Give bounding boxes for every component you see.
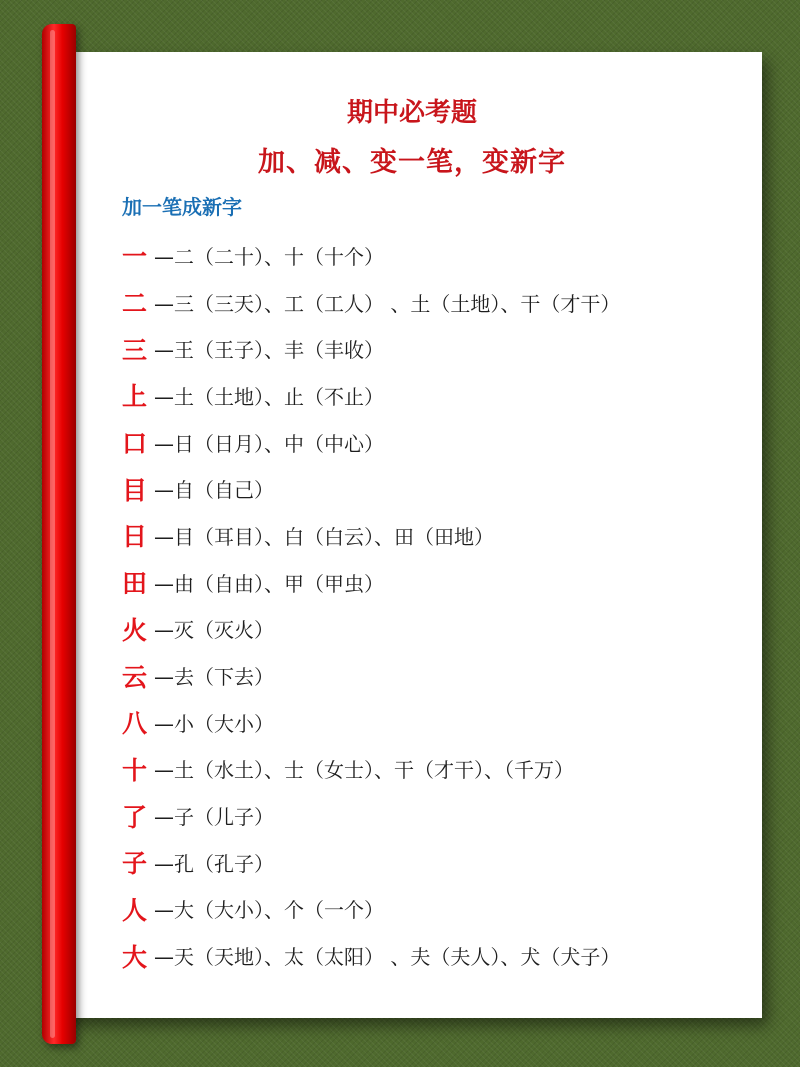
new-characters: —去（下去） [154, 665, 274, 690]
new-characters: —子（儿子） [154, 805, 274, 830]
list-item [122, 792, 742, 839]
base-character: 口 [122, 429, 148, 459]
base-character: 火 [122, 615, 148, 645]
new-characters: —王（王子）、丰（丰收） [154, 338, 384, 363]
base-character: 子 [122, 849, 148, 879]
list-item [122, 512, 742, 559]
list-item [122, 279, 742, 326]
new-characters: —目（耳目）、白（白云）、田（田地） [154, 524, 494, 549]
new-characters: —自（自己） [154, 478, 274, 503]
base-character: 云 [122, 662, 148, 692]
list-item [122, 932, 742, 979]
new-characters: —三（三天）、工（工人） 、土（土地）、干（才干） [154, 291, 621, 316]
new-characters: —土（水土）、士（女士）、干（才干）、（千万） [154, 758, 574, 783]
list-item [122, 652, 742, 699]
new-characters: —天（天地）、太（太阳） 、夫（夫人）、犬（犬子） [154, 945, 621, 970]
list-item [122, 886, 742, 933]
base-character: 二 [122, 289, 148, 319]
base-character: 一 [122, 242, 148, 272]
list-item [122, 746, 742, 793]
base-character: 了 [122, 802, 148, 832]
base-character: 十 [122, 755, 148, 785]
list-item [122, 606, 742, 653]
new-characters: —日（日月）、中（中心） [154, 431, 384, 456]
base-character: 上 [122, 382, 148, 412]
page-title: 期中必考题 [346, 98, 477, 128]
list-item [122, 372, 742, 419]
list-item [122, 419, 742, 466]
character-list [122, 232, 742, 979]
base-character: 田 [122, 569, 148, 599]
list-item [122, 839, 742, 886]
new-characters: —小（大小） [154, 711, 274, 736]
base-character: 目 [122, 475, 148, 505]
new-characters: —土（土地）、止（不止） [154, 384, 384, 409]
list-item [122, 699, 742, 746]
base-character: 八 [122, 709, 148, 739]
section-title: 加一笔成新字 [122, 195, 242, 219]
new-characters: —二（二十）、十（十个） [154, 244, 384, 269]
page-subtitle: 加、减、变一笔，变新字 [258, 147, 566, 178]
list-item [122, 465, 742, 512]
base-character: 日 [122, 522, 148, 552]
base-character: 大 [122, 942, 148, 972]
new-characters: —灭（灭火） [154, 618, 274, 643]
new-characters: —孔（孔子） [154, 851, 274, 876]
list-item [122, 559, 742, 606]
base-character: 三 [122, 335, 148, 365]
list-item [122, 232, 742, 279]
list-item [122, 325, 742, 372]
new-characters: —大（大小）、个（一个） [154, 898, 384, 923]
base-character: 人 [122, 895, 148, 925]
new-characters: —由（自由）、甲（甲虫） [154, 571, 384, 596]
